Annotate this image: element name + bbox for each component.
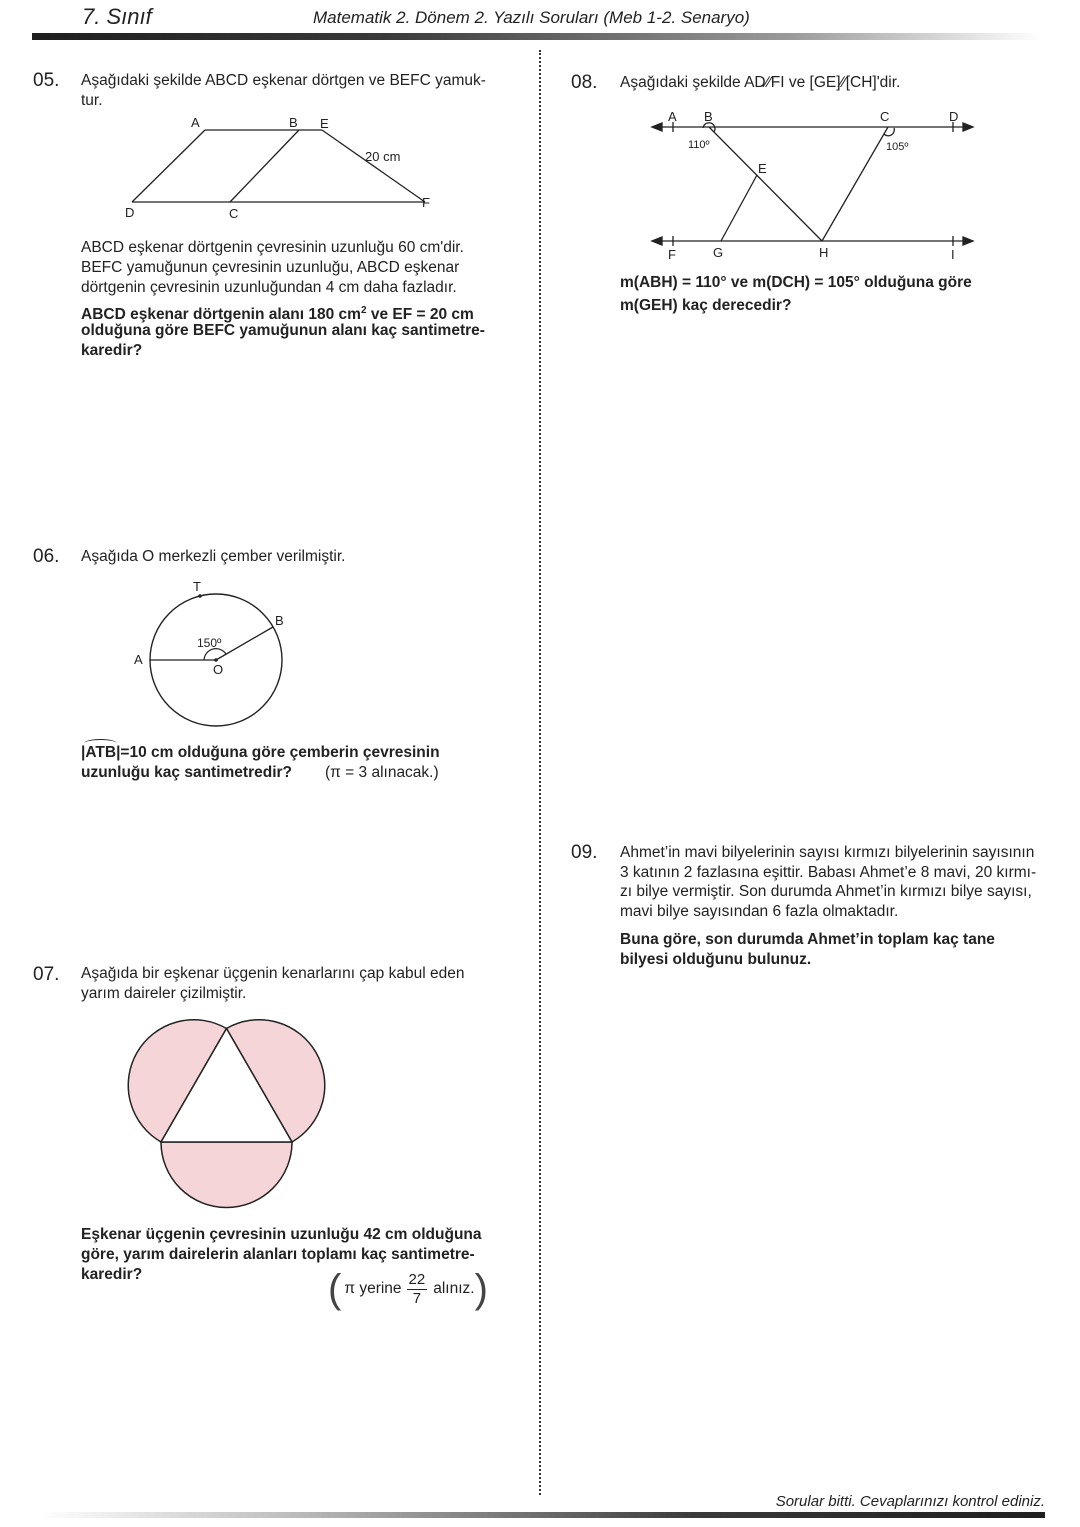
q05-label-f: F <box>422 195 430 210</box>
q05-length-label: 20 cm <box>365 149 401 164</box>
q08-label-e: E <box>758 161 767 176</box>
q06-label-a: A <box>134 652 143 667</box>
q06-note: (π = 3 alınacak.) <box>325 764 439 781</box>
q05-figure <box>0 0 540 240</box>
exam-title: Matematik 2. Dönem 2. Yazılı Soruları (Meb 1-2. Senaryo) <box>313 8 750 27</box>
q05-number: 05. <box>33 70 60 91</box>
q06-question-line1: | ATB|=10 cm olduğuna göre çemberin çevresinin <box>81 743 440 763</box>
q09-line2: 3 katının 2 fazlasına eşittir. Babası Ahmet’e 8 mavi, 20 kırmı- <box>620 864 1037 881</box>
q06-number: 06. <box>33 546 60 567</box>
q07-number: 07. <box>33 964 60 985</box>
q08-question-line1: m(ABH) = 110° ve m(DCH) = 105° olduğuna göre <box>620 274 972 291</box>
q05-label-c: C <box>229 206 239 221</box>
q06-figure <box>0 560 540 740</box>
q05-label-d: D <box>125 205 135 220</box>
q08-question-line2: m(GEH) kaç derecedir? <box>620 297 792 314</box>
q06-arc-label: ATB <box>85 744 117 761</box>
q08-angle-110: 110º <box>688 139 710 151</box>
q08-label-f: F <box>668 247 676 262</box>
q09-question-line1: Buna göre, son durumda Ahmet’in toplam kaç tane <box>620 931 995 948</box>
q09-question-line2: bilyesi olduğunu bulunuz. <box>620 951 812 968</box>
q08-number: 08. <box>571 72 598 93</box>
footer-bar <box>40 1512 1045 1518</box>
q09-number: 09. <box>571 842 598 863</box>
q05-question-line3: karedir? <box>81 342 143 359</box>
q05-question-line1: ABCD eşkenar dörtgenin alanı 180 $cm^2$ ve EF = 20 cm <box>81 305 474 324</box>
q05-question-line2: olduğuna göre BEFC yamuğunun alanı kaç santimetre- <box>81 322 485 339</box>
q09-line4: mavi bilye sayısından 6 fazla olmaktadır. <box>620 903 899 920</box>
q07-question-line2: göre, yarım dairelerin alanları toplamı kaç santimetre- <box>81 1246 475 1263</box>
q08-figure <box>540 95 1080 270</box>
q07-note: ( π yerine $\frac{22}{7}$ alınız. ) <box>328 1267 488 1311</box>
q05-label-e: E <box>320 116 329 131</box>
q07-intro-line2: yarım daireler çizilmiştir. <box>81 985 247 1002</box>
q06-angle-label: 150º <box>197 636 222 650</box>
q05-label-a: A <box>191 115 200 130</box>
q06-intro: Aşağıda O merkezli çember verilmiştir. <box>81 548 346 565</box>
q08-intro: Aşağıdaki şekilde AD∕∕FI ve [GE]∕∕[CH]'dir. <box>620 74 901 91</box>
q08-label-i: I <box>951 247 955 262</box>
q05-line1: ABCD eşkenar dörtgenin çevresinin uzunluğu 60 cm'dir. <box>81 239 464 256</box>
q05-line2: BEFC yamuğunun çevresinin uzunluğu, ABCD eşkenar <box>81 259 460 276</box>
q08-label-d: D <box>949 109 959 124</box>
q05-intro: Aşağıdaki şekilde ABCD eşkenar dörtgen ve BEFC yamuk- <box>81 72 486 89</box>
q08-label-a: A <box>668 109 677 124</box>
footer-note: Sorular bitti. Cevaplarınızı kontrol ediniz. <box>775 1493 1045 1510</box>
q05-line3: dörtgenin çevresinin uzunluğundan 4 cm daha fazladır. <box>81 279 457 296</box>
q07-intro-line1: Aşağıda bir eşkenar üçgenin kenarlarını çap kabul eden <box>81 965 465 982</box>
q08-angle-105: 105º <box>886 141 909 153</box>
q07-question-line1: Eşkenar üçgenin çevresinin uzunluğu 42 cm olduğuna <box>81 1226 482 1243</box>
q07-figure <box>0 1000 540 1220</box>
q05-intro-cont: tur. <box>81 92 103 109</box>
q08-label-b: B <box>704 109 713 124</box>
q06-label-t: T <box>193 579 201 594</box>
q07-question-line3: karedir? <box>81 1266 143 1283</box>
q08-label-g: G <box>713 245 724 260</box>
q06-label-b: B <box>275 613 284 628</box>
q08-label-h: H <box>819 245 829 260</box>
grade-label: 7. Sınıf <box>82 4 152 29</box>
q08-label-c: C <box>880 109 890 124</box>
q09-line3: zı bilye vermiştir. Son durumda Ahmet’in kırmızı bilye sayısı, <box>620 883 1032 900</box>
q09-line1: Ahmet’in mavi bilyelerinin sayısı kırmızı bilyelerinin sayısının <box>620 844 1035 861</box>
q05-label-b: B <box>289 115 298 130</box>
q06-label-o: O <box>213 662 224 677</box>
q06-question-line2: uzunluğu kaç santimetredir? <box>81 764 293 781</box>
